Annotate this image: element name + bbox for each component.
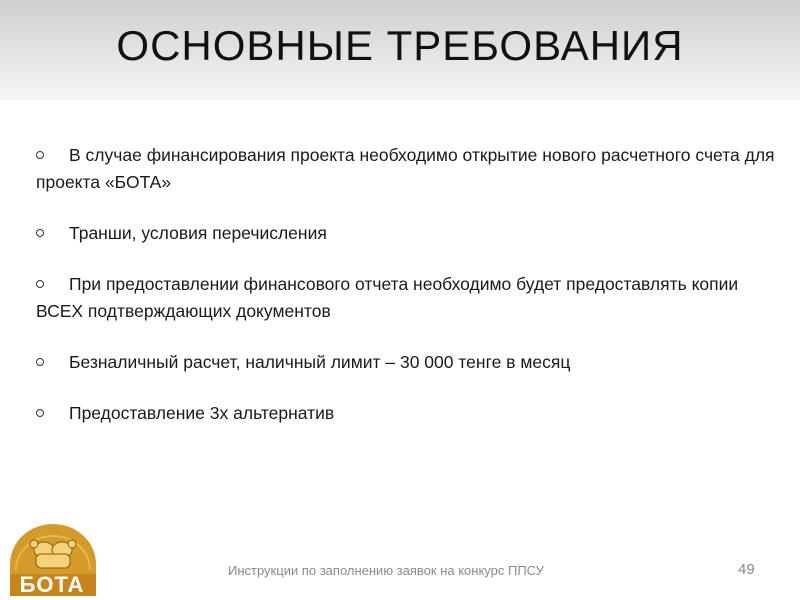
bullet-item	[36, 220, 786, 247]
bullet-list	[36, 142, 786, 451]
bullet-text: При предоставлении финансового отчета необходимо будет предоставлять копии ВСЕХ подтверждающих документов	[36, 274, 739, 321]
bullet-item	[36, 400, 786, 427]
bullet-text: Безналичный расчет, наличный лимит – 30 000 тенге в месяц	[69, 352, 571, 372]
circle-bullet-icon	[36, 409, 44, 417]
circle-bullet-icon	[36, 280, 44, 288]
circle-bullet-icon	[36, 358, 44, 366]
footer-text: Инструкции по заполнению заявок на конкурс ППСУ	[228, 563, 544, 578]
circle-bullet-icon	[36, 229, 44, 237]
bullet-text: Транши, условия перечисления	[69, 223, 327, 243]
bullet-item	[36, 271, 786, 325]
circle-bullet-icon	[36, 151, 44, 159]
bullet-text: В случае финансирования проекта необходимо открытие нового расчетного счета для проекта «БОТА»	[36, 145, 775, 192]
logo-text: БОТА	[19, 572, 85, 597]
slide-title: ОСНОВНЫЕ ТРЕБОВАНИЯ	[116, 22, 684, 69]
bullet-item	[36, 142, 786, 196]
page-number: 49	[738, 561, 755, 578]
bullet-text: Предоставление 3х альтернатив	[69, 403, 335, 423]
bullet-item	[36, 349, 786, 376]
